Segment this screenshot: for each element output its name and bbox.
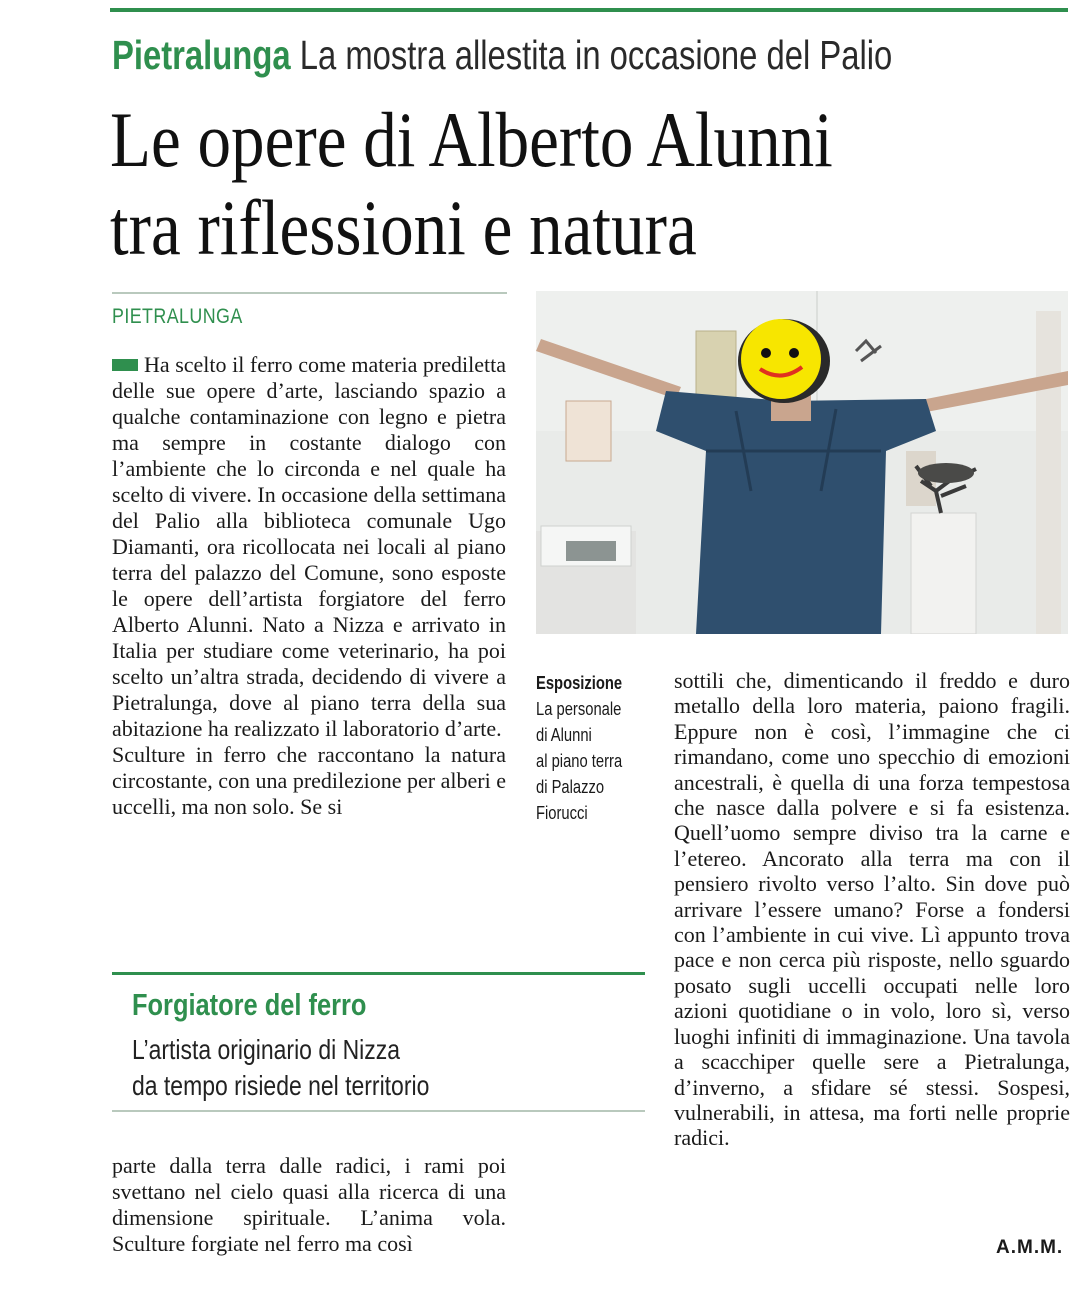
kicker-subtitle: La mostra allestita in occasione del Palio [299, 32, 893, 78]
box-title: Forgiatore del ferro [132, 987, 367, 1022]
caption-title: Esposizione [536, 673, 623, 693]
headline [110, 96, 833, 272]
section-divider [112, 292, 507, 294]
caption-line: al piano terra [536, 751, 623, 771]
caption-line: Fiorucci [536, 803, 588, 823]
top-green-rule [110, 8, 1068, 12]
caption-line: di Alunni [536, 725, 592, 745]
kicker-place: Pietralunga [112, 32, 291, 78]
article-column-2: sottili che, dimenticando il freddo e duro metallo della loro materia, paiono fragili. Eppure non è così, l’immagine che ci rimandano, come uno specchio di emozioni ancestrali, è quella di una forza tempestosa che nasce dalla polvere e si fa esistenza. Quell’uomo sempre diviso tra la carne e l’etereo. Ancorato alla terra ma con il pensiero rivolto verso l’alto. Sin dove può arrivare l’essere umano? Forse a fondersi con l’ambiente in cui vive. Lì appunto trova pace e non cerca più risposte, nello sguardo posato sugli uccelli occupati nelle loro azioni quotidiane o in volo, loro sì, verso luoghi infiniti di immaginazione. Una tavola a scacchiper quelle sere a Pietralunga, d’inverno, a sfidare sé stessi. Sospesi, vulnerabili, in attesa, ma forti nelle proprie radici. [674, 668, 1070, 1151]
article-column-1 [112, 352, 506, 820]
caption-line: La personale [536, 699, 622, 719]
author-signature: A.M.M. [996, 1237, 1064, 1258]
caption-line: di Palazzo [536, 777, 605, 797]
article-paragraph-2: Sculture in ferro che raccontano la natura circostante, con una predilezione per alberi e uccelli, ma non solo. Se si [112, 742, 506, 819]
kicker [112, 30, 892, 80]
headline-line-1: Le opere di Alberto Alunni [110, 96, 833, 183]
photo-caption [536, 670, 638, 826]
paragraph-marker [112, 359, 138, 371]
box-subtitle-line-1: L’artista originario di Nizza [132, 1034, 400, 1065]
box-subtitle-line-2: da tempo risiede nel territorio [132, 1070, 430, 1101]
article-column-1-continued: parte dalla terra dalle radici, i rami poi svettano nel cielo quasi alla ricerca di una dimensione spirituale. L’anima vola. Sculture forgiate nel ferro ma così [112, 1153, 506, 1256]
headline-line-2: tra riflessioni e natura [110, 184, 697, 271]
artist-photo [536, 291, 1068, 634]
article-paragraph-1 [112, 352, 506, 742]
paragraph-1-text: Ha scelto il ferro come materia prediletta delle sue opere d’arte, lasciando spazio a qualche contaminazione con legno e pietra ma sempre in costante dialogo con l’ambiente che lo circonda e nel quale ha scelto di vivere. In occasione della settimana del Palio alla biblioteca comunale Ugo Diamanti, ora ricollocata nei locali al piano terra del palazzo del Comune, sono esposte le opere dell’artista forgiatore del ferro Alberto Alunni. Nato a Nizza e arrivato in Italia per studiare come veterinario, ha poi scelto un’altra strada, decidendo di vivere a Pietralunga, dove al piano terra della sua abitazione ha realizzato il laboratorio d’arte. [112, 352, 507, 741]
dateline: PIETRALUNGA [112, 305, 243, 328]
box-top-rule [112, 972, 645, 975]
box-bottom-rule [112, 1110, 645, 1112]
photo-illustration [536, 291, 1068, 634]
box-subtitle [132, 1032, 429, 1104]
